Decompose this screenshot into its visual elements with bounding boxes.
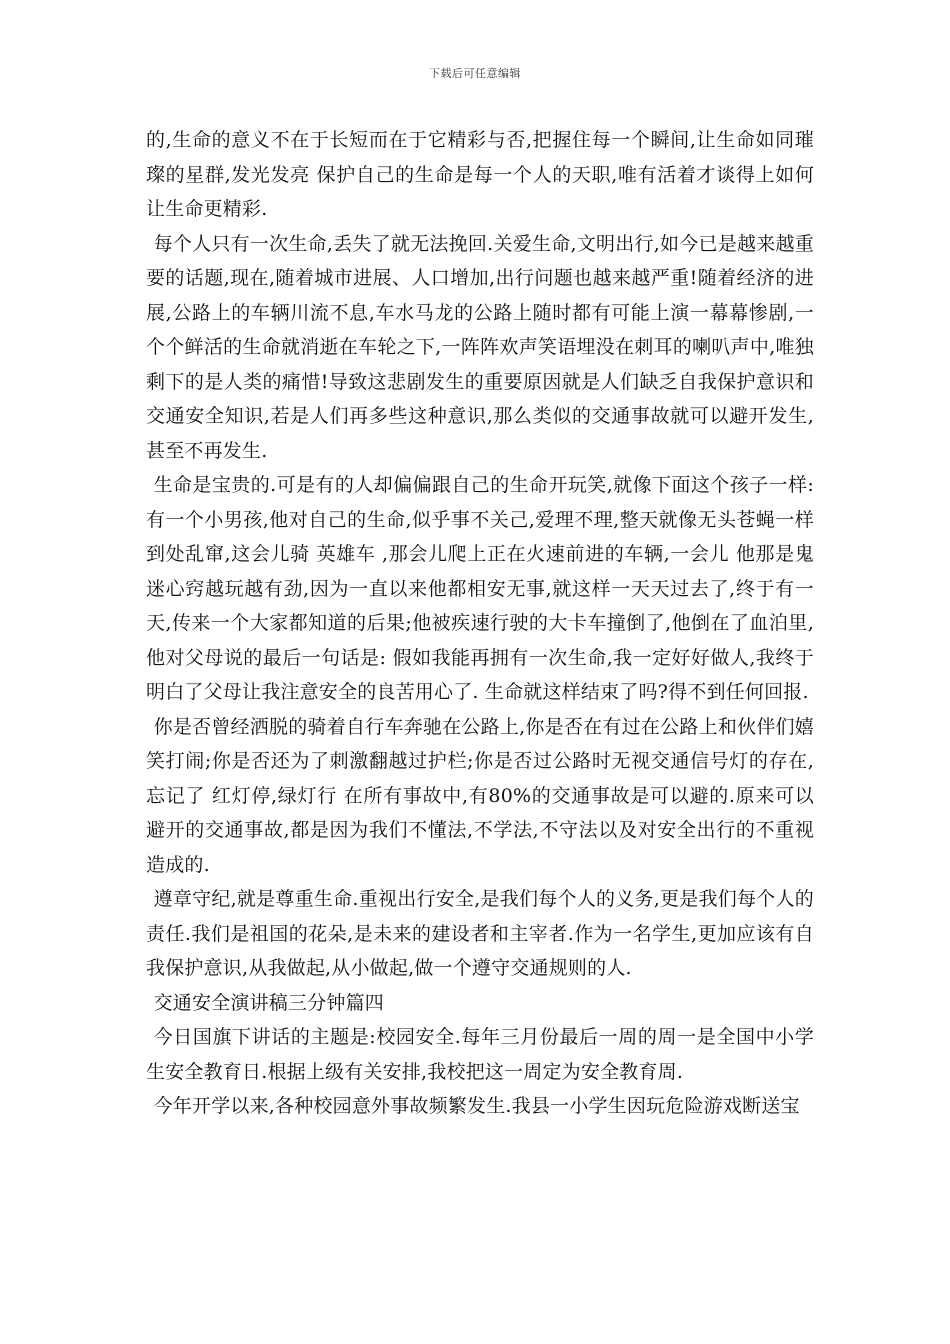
section-heading: 交通安全演讲稿三分钟篇四 — [153, 991, 384, 1014]
paragraph: 你是否曾经洒脱的骑着自行车奔驰在公路上,你是否在有过在公路上和伙伴们嬉笑打闹;你是否还为了刺激翻越过护栏;你是否过公路时无视交通信号灯的存在,忘记了 红灯停,绿灯行 在所有事故中,有80%的交通事故是可以避的.原来可以避开的交通事故,都是因为我们不懂法,不学法,不守法以及对安全出行的不重视造成的. — [146, 715, 814, 876]
paragraph: 遵章守纪,就是尊重生命.重视出行安全,是我们每个人的义务,更是我们每个人的责任.我们是祖国的花朵,是未来的建设者和主宰者.作为一名学生,更加应该有自我保护意识,从我做起,从小做起,做一个遵守交通规则的人. — [146, 888, 814, 979]
page-header: 下载后可任意编辑 — [429, 67, 521, 80]
paragraph: 今年开学以来,各种校园意外事故频繁发生.我县一小学生因玩危险游戏断送宝 — [153, 1095, 800, 1117]
paragraph: 今日国旗下讲话的主题是:校园安全.每年三月份最后一周的周一是全国中小学生安全教育日.根据上级有关安排,我校把这一周定为安全教育周. — [146, 1026, 814, 1083]
document-body — [146, 123, 814, 1124]
paragraph: 生命是宝贵的.可是有的人却偏偏跟自己的生命开玩笑,就像下面这个孩子一样:有一个小男孩,他对自己的生命,似乎事不关己,爱理不理,整天就像无头苍蝇一样到处乱窜,这会儿骑 英雄车 ,那会儿爬上正在火速前进的车辆,一会儿 他那是鬼迷心窍越玩越有劲,因为一直以来他都相安无事,就这样一天天过去了,终于有一天,传来一个大家都知道的后果;他被疾速行驶的大卡车撞倒了,他倒在了血泊里,他对父母说的最后一句话是: 假如我能再拥有一次生命,我一定好好做人,我终于明白了父母让我注意安全的良苦用心了. 生命就这样结束了吗?得不到任何回报. — [146, 474, 814, 703]
paragraph: 每个人只有一次生命,丢失了就无法挽回.关爱生命,文明出行,如今已是越来越重要的话题,现在,随着城市进展、人口增加,出行问题也越来越严重!随着经济的进展,公路上的车辆川流不息,车水马龙的公路上随时都有可能上演一幕幕惨剧,一个个鲜活的生命就消逝在车轮之下,一阵阵欢声笑语埋没在刺耳的喇叭声中,唯独剩下的是人类的痛惜!导致这悲剧发生的重要原因就是人们缺乏自我保护意识和交通安全知识,若是人们再多些这种意识,那么类似的交通事故就可以避开发生,甚至不再发生. — [146, 232, 814, 462]
paragraph-continuation: 的,生命的意义不在于长短而在于它精彩与否,把握住每一个瞬间,让生命如同璀璨的星群,发光发亮 保护自己的生命是每一个人的天职,唯有活着才谈得上如何让生命更精彩. — [146, 129, 814, 220]
